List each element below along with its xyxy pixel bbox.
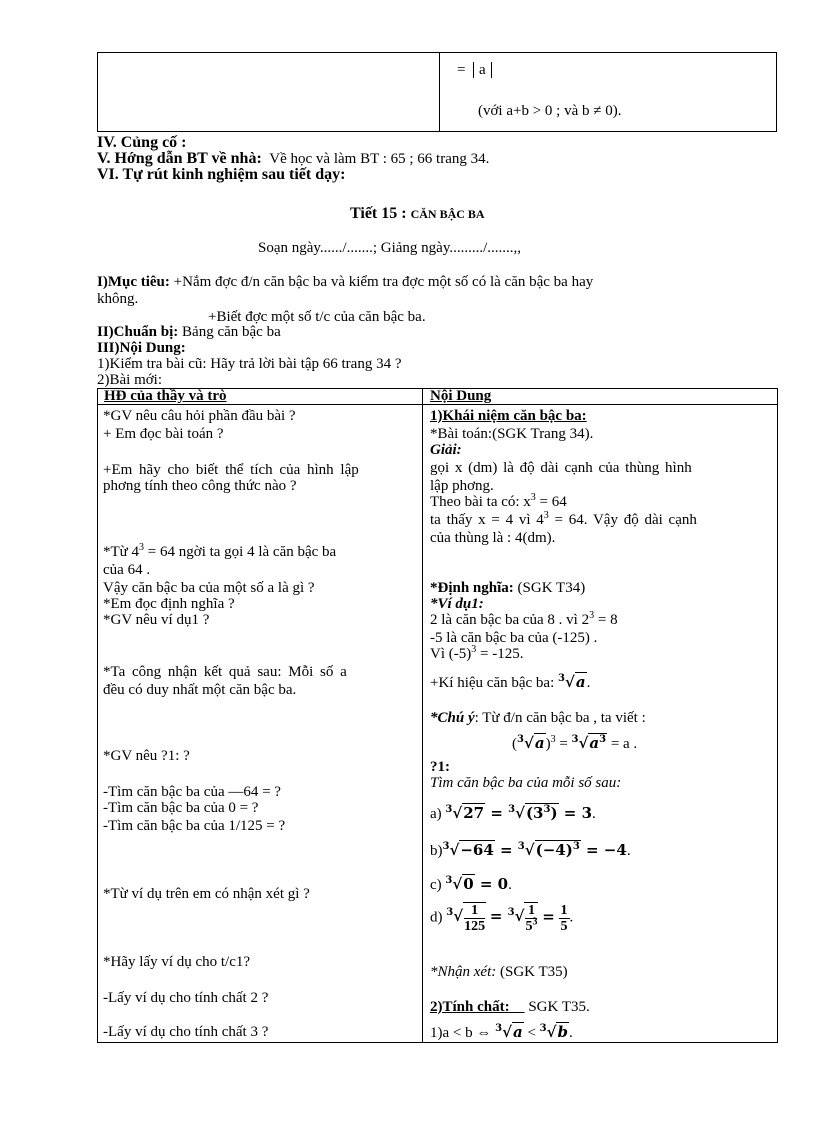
left-l2: + Em đọc bài toán ? [103,426,224,442]
section-huong-dan: V. Hớng dẫn BT về nhà: Về học và làm BT : 65 ; 66 trang 34. [97,150,490,167]
left-l11: -Tìm căn bậc ba của 0 = ? [103,800,259,816]
right-r14-formula: $(^3√a)^3 = ^3√a^3 = a$ . [512,734,638,752]
left-l7: *GV nêu ví dụ1 ? [103,612,210,628]
left-l4a: *Từ $4^3 = 64$ ngời ta gọi 4 là căn bậc ba [103,542,337,560]
left-l5: Vậy căn bậc ba của một số a là gì ? [103,580,315,596]
right-r9: 2 là căn bậc ba của 8 . vì $2^3 = 8$ [430,610,618,628]
preparation: II)Chuẩn bị: Bảng căn bậc ba [97,324,281,340]
header-right: Nội Dung [430,388,492,404]
header-left: HĐ của thầy và trò [104,388,227,404]
right-r7: *Định nghĩa: (SGK T34) [430,580,586,596]
content-label: III)Nội Dung: [97,340,186,356]
left-l4b: của 64 . [103,562,151,578]
left-l1: *GV nêu câu hỏi phần đầu bài ? [103,408,296,424]
main-table-divider [422,388,423,1043]
exercise-a: a) $^3√27 = ^3√(3^3) = 3$. [430,804,596,822]
main-table-header-rule [97,404,778,405]
left-l3a: +Em hãy cho biết thể tích của hình lập [103,462,359,478]
old-lesson-check: 1)Kiểm tra bài cũ: Hãy trả lời bài tập 66 trang 34 ? [97,356,402,372]
right-nhan-xet: *Nhận xét: (SGK T35) [430,964,568,980]
left-l10: -Tìm căn bậc ba của —64 = ? [103,784,281,800]
left-l3b: phơng tính theo công thức nào ? [103,478,297,494]
top-table-condition: (với a+b > 0 ; và b ≠ 0). [478,103,622,119]
left-l8b: đều có duy nhất một căn bậc ba. [103,682,297,698]
right-r15: ?1: [430,759,450,775]
left-l8a: *Ta công nhận kết quả sau: Mỗi số a [103,664,347,680]
right-r3: Giải: [430,442,462,458]
right-r6b: của thùng là : 4(dm). [430,530,556,546]
objectives-line3: +Biết đợc một số t/c của căn bậc ba. [208,309,426,325]
left-l15: -Lấy ví dụ cho tính chất 2 ? [103,990,269,1006]
left-l13: *Từ ví dụ trên em có nhận xét gì ? [103,886,310,902]
section-tu-rut: VI. Tự rút kinh nghiệm sau tiết dạy: [97,166,346,183]
new-lesson-label: 2)Bài mới: [97,372,163,388]
left-l9: *GV nêu ?1: ? [103,748,190,764]
right-tc1: 1)a < b ⇔ $^3$√a < $^3$√b. [430,1023,573,1041]
top-table-divider [439,52,440,132]
right-r5: Theo bài ta có: $x^3 = 64$ [430,492,567,510]
left-l12: -Tìm căn bậc ba của 1/125 = ? [103,818,286,834]
right-r6a: ta thấy x = 4 vì $4^3 = 64$. Vậy độ dài cạnh [430,510,697,528]
left-l16: -Lấy ví dụ cho tính chất 3 ? [103,1024,269,1040]
right-r1: 1)Khái niệm căn bậc ba: [430,408,587,424]
right-r2: *Bài toán:(SGK Trang 34). [430,426,594,442]
exercise-b: $b)^3√-64 = ^3√(-4)^3 = -4$. [430,841,631,859]
top-table [97,52,777,132]
right-tinh-chat: 2)Tính chất: SGK T35. [430,999,590,1015]
right-r8: *Ví dụ1: [430,596,484,612]
exercise-c: c) $^3$√0 = 0. [430,875,512,893]
right-r10: -5 là căn bậc ba của (-125) . [430,630,598,646]
right-r4a: gọi x (dm) là độ dài cạnh của thùng hình [430,460,692,476]
section-cung-co: IV. Củng cố : [97,134,187,151]
right-r11: Vì $(-5)^3 = -125$. [430,644,524,662]
cbrt-a-symbol: $^3$√a [558,673,586,691]
objectives-line2: không. [97,291,139,307]
objectives-line1: I)Mục tiêu: +Nắm đợc đ/n căn bậc ba và kiểm tra đợc một số có là căn bậc ba hay [97,274,594,290]
right-r12: +Kí hiệu căn bậc ba: $^3$√a. [430,673,591,691]
lesson-dates: Soạn ngày....../.......; Giảng ngày........./.......,, [258,240,522,256]
left-l14: *Hãy lấy ví dụ cho t/c1? [103,954,251,970]
exercise-d: d) $^3$√ $\frac{1}{125}$ = $^3$√ $\frac{1}{5^3}$ = $\frac{1}{5}$ . [430,902,574,934]
top-table-formula: = a [457,62,492,79]
right-r13: *Chú ý: Từ đ/n căn bậc ba , ta viết : [430,710,646,726]
right-r16: Tìm căn bậc ba của mỗi số sau: [430,775,622,791]
left-l6: *Em đọc định nghĩa ? [103,596,235,612]
lesson-title: Tiết 15 : CĂN BẬC BA [350,205,485,222]
right-r4b: lập phơng. [430,478,494,494]
